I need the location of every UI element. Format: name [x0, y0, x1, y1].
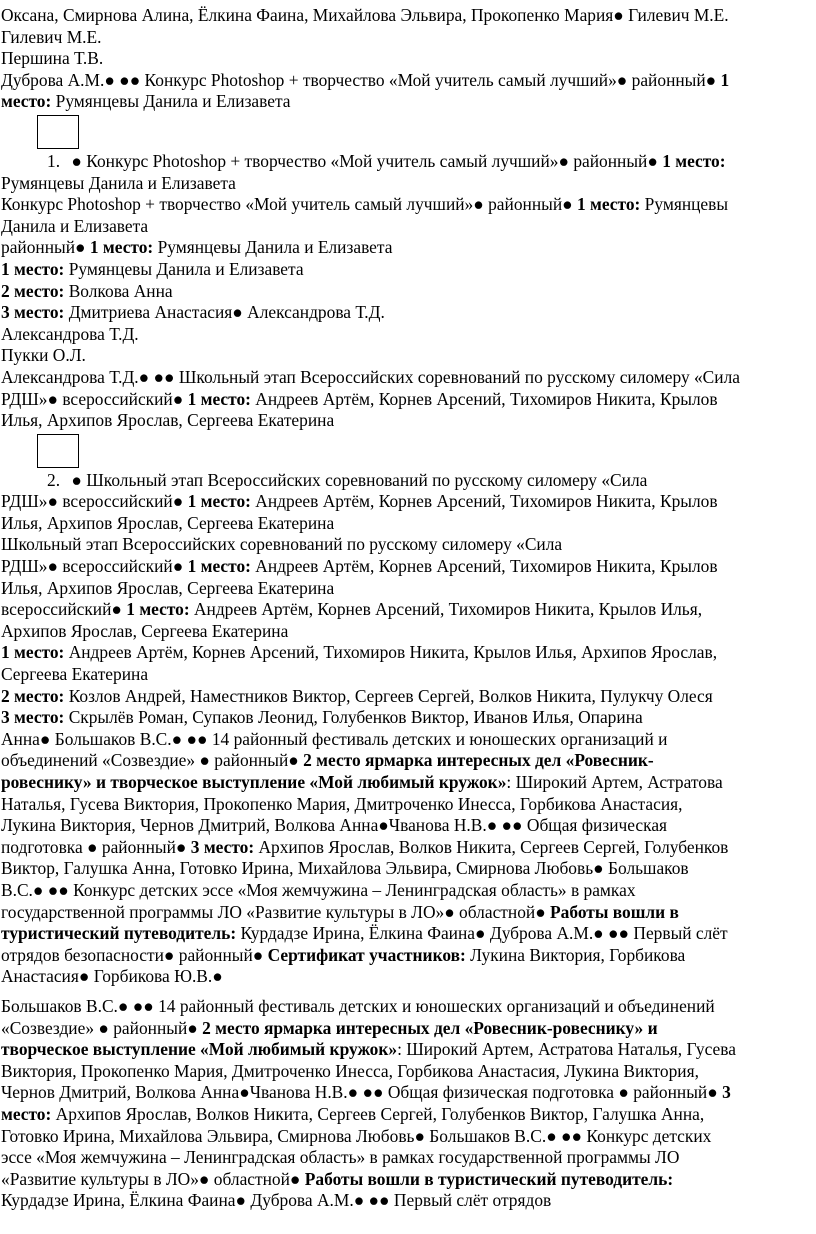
text-line: Гилевич М.Е. — [1, 26, 102, 47]
text-line: Данила и Елизавета — [1, 215, 149, 236]
text-line: 3 место: Скрылёв Роман, Супаков Леонид, Голубенков Виктор, Иванов Илья, Опарина — [1, 707, 643, 728]
text-line: Александрова Т.Д.● ●● Школьный этап Всероссийских соревнований по русскому силомеру «Сила — [1, 366, 740, 387]
text-line: 2 место: Козлов Андрей, Наместников Виктор, Сергеев Сергей, Волков Никита, Пулукчу Олеся — [1, 685, 713, 706]
text-line: Готовко Ирина, Михайлова Эльвира, Смирнова Любовь● Большаков В.С.● ●● Конкурс детских — [1, 1125, 712, 1146]
text-line: Дуброва А.М.● ●● Конкурс Photoshop + творчество «Мой учитель самый лучший»● районный● 1 — [1, 69, 730, 90]
text-line: РДШ»● всероссийский● 1 место: Андреев Артём, Корнев Арсений, Тихомиров Никита, Крылов — [1, 556, 718, 577]
text-line: ровеснику» и творческое выступление «Мой любимый кружок»: Широкий Артем, Астратова — [1, 772, 723, 792]
text-line: Илья, Архипов Ярослав, Сергеева Екатерина — [1, 410, 335, 431]
text-line: Чернов Дмитрий, Волкова Анна●Чванова Н.В.● ●● Общая физическая подготовка ● районный● 3 — [1, 1082, 731, 1103]
text-line: Оксана, Смирнова Алина, Ёлкина Фаина, Михайлова Эльвира, Прокопенко Мария● Гилевич М.Е. — [1, 5, 729, 25]
text-line: Илья, Архипов Ярослав, Сергеева Екатерина — [1, 577, 335, 598]
text-line: Першина Т.В. — [1, 48, 104, 69]
text-line: объединений «Созвездие» ● районный● 2 место ярмарка интересных дел «Ровесник- — [1, 750, 654, 771]
text-line: Конкурс Photoshop + творчество «Мой учитель самый лучший»● районный● 1 место: Румянцевы — [1, 194, 729, 215]
text-line: Илья, Архипов Ярослав, Сергеева Екатерина — [1, 512, 335, 533]
text-line: 3 место: Дмитриева Анастасия● Александрова Т.Д. — [1, 302, 385, 323]
text-line: творческое выступление «Мой любимый кружок»: Широкий Артем, Астратова Наталья, Гусева — [1, 1039, 736, 1060]
text-line: Румянцевы Данила и Елизавета — [1, 172, 236, 193]
text-line: место: Румянцевы Данила и Елизавета — [1, 91, 291, 112]
text-line: «Созвездие» ● районный● 2 место ярмарка интересных дел «Ровесник-ровеснику» и — [1, 1017, 658, 1038]
text-line: всероссийский● 1 место: Андреев Артём, Корнев Арсений, Тихомиров Никита, Крылов Илья, — [1, 599, 703, 620]
text-line: 1 место: Румянцевы Данила и Елизавета — [1, 258, 304, 279]
text-line: место: Архипов Ярослав, Волков Никита, Сергеев Сергей, Голубенков Виктор, Галушка Анна, — [1, 1103, 705, 1124]
text-line: Лукина Виктория, Чернов Дмитрий, Волкова Анна●Чванова Н.В.● ●● Общая физическая — [1, 815, 668, 836]
text-line: государственной программы ЛО «Развитие культуры в ЛО»● областной● Работы вошли в — [1, 901, 679, 922]
text-line: Курдадзе Ирина, Ёлкина Фаина● Дуброва А.М.● ●● Первый слёт отрядов — [1, 1190, 552, 1211]
text-line: эссе «Моя жемчужина – Ленинградская область» в рамках государственной программы ЛО — [1, 1147, 680, 1168]
text-line: 1 место: Андреев Артём, Корнев Арсений, Тихомиров Никита, Крылов Илья, Архипов Ярослав, — [1, 642, 718, 663]
text-line: отрядов безопасности● районный● Сертификат участников: Лукина Виктория, Горбикова — [1, 944, 686, 965]
text-line: Школьный этап Всероссийских соревнований по русскому силомеру «Сила — [1, 534, 563, 555]
text-line: Сергеева Екатерина — [1, 664, 149, 685]
list-number: 2. — [47, 469, 61, 490]
text-line: Александрова Т.Д. — [1, 323, 139, 344]
text-line: РДШ»● всероссийский● 1 место: Андреев Артём, Корнев Арсений, Тихомиров Никита, Крылов — [1, 491, 718, 512]
text-line: Большаков В.С.● ●● 14 районный фестиваль детских и юношеских организаций и объединений — [1, 995, 715, 1016]
list-number: 1. — [47, 150, 61, 171]
text-line: Виктория, Прокопенко Мария, Дмитроченко Инесса, Горбикова Анастасия, Лукина Виктория, — [1, 1060, 699, 1081]
text-line: подготовка ● районный● 3 место: Архипов Ярослав, Волков Никита, Сергеев Сергей, Голубенков — [1, 836, 729, 857]
list-item-1: 1. ● Конкурс Photoshop + творчество «Мой учитель самый лучший»● районный● 1 место: — [47, 150, 726, 171]
empty-image-box — [37, 115, 79, 149]
text-line: Пукки О.Л. — [1, 345, 86, 366]
text-line: 2 место: Волкова Анна — [1, 280, 173, 301]
empty-image-box — [37, 434, 79, 468]
text-line: РДШ»● всероссийский● 1 место: Андреев Артём, Корнев Арсений, Тихомиров Никита, Крылов — [1, 388, 718, 409]
text-line: Анна● Большаков В.С.● ●● 14 районный фестиваль детских и юношеских организаций и — [1, 728, 668, 749]
text-line: районный● 1 место: Румянцевы Данила и Елизавета — [1, 237, 393, 258]
list-item-2: 2. ● Школьный этап Всероссийских соревнований по русскому силомеру «Сила — [47, 469, 648, 490]
text-line: Архипов Ярослав, Сергеева Екатерина — [1, 620, 289, 641]
text-line: Виктор, Галушка Анна, Готовко Ирина, Михайлова Эльвира, Смирнова Любовь● Большаков — [1, 858, 689, 879]
text-line: Анастасия● Горбикова Ю.В.● — [1, 966, 223, 987]
text-line: туристический путеводитель: Курдадзе Ирина, Ёлкина Фаина● Дуброва А.М.● ●● Первый слёт — [1, 923, 728, 944]
text-line: Наталья, Гусева Виктория, Прокопенко Мария, Дмитроченко Инесса, Горбикова Анастасия, — [1, 793, 683, 814]
text-line: В.С.● ●● Конкурс детских эссе «Моя жемчужина – Ленинградская область» в рамках — [1, 879, 636, 900]
text-line: «Развитие культуры в ЛО»● областной● Работы вошли в туристический путеводитель: — [1, 1168, 674, 1189]
